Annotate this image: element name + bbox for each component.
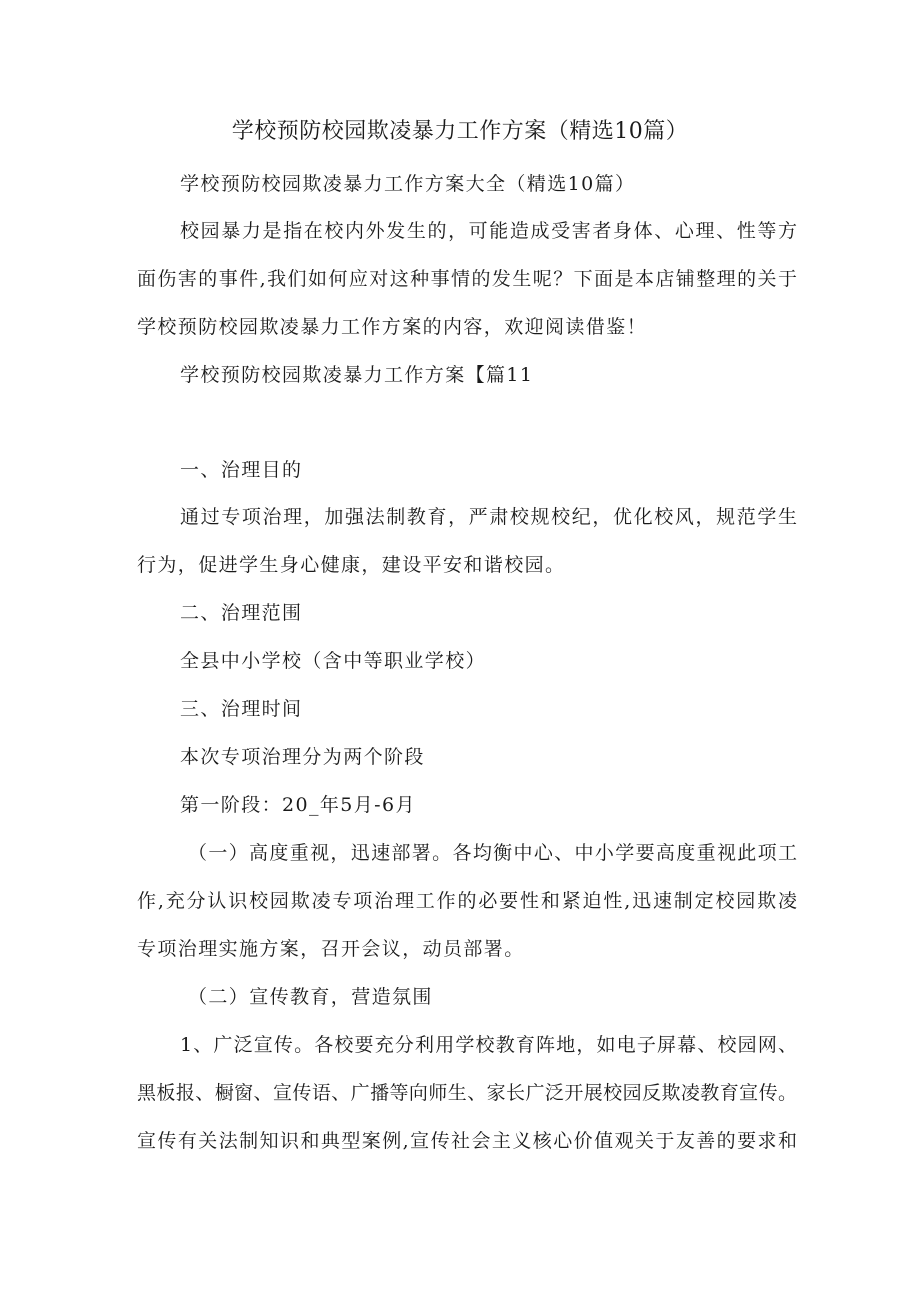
publicity-paragraph-line-1: 1、广泛宣传。各校要充分利用学校教育阵地，如电子屏幕、校园网、 xyxy=(180,1034,797,1056)
phase-one-text: 第一阶段：20_年5月-6月 xyxy=(180,794,416,816)
heading-governance-time: 三、治理时间 xyxy=(180,698,303,720)
item-one-paragraph-line-1: （一）高度重视，迅速部署。各均衡中心、中小学要高度重视此项工 xyxy=(188,842,797,864)
time-text: 本次专项治理分为两个阶段 xyxy=(180,746,425,768)
publicity-paragraph-line-2: 黑板报、橱窗、宣传语、广播等向师生、家长广泛开展校园反欺凌教育宣传。 xyxy=(137,1082,797,1104)
heading-governance-scope: 二、治理范围 xyxy=(180,602,303,624)
purpose-paragraph-line-1: 通过专项治理，加强法制教育，严肃校规校纪，优化校风，规范学生 xyxy=(180,506,797,528)
item-one-paragraph-line-2: 作,充分认识校园欺凌专项治理工作的必要性和紧迫性,迅速制定校园欺凌 xyxy=(137,890,797,912)
subtitle-line: 学校预防校园欺凌暴力工作方案大全（精选10篇） xyxy=(180,173,636,195)
purpose-paragraph-line-2: 行为，促进学生身心健康，建设平安和谐校园。 xyxy=(137,554,566,576)
document-title: 学校预防校园欺凌暴力工作方案（精选10篇） xyxy=(231,119,689,144)
section-heading-chapter-1: 学校预防校园欺凌暴力工作方案【篇11 xyxy=(180,364,534,386)
item-two-heading: （二）宣传教育，营造氛围 xyxy=(188,986,433,1008)
heading-governance-purpose: 一、治理目的 xyxy=(180,459,303,481)
intro-paragraph-line-1: 校园暴力是指在校内外发生的，可能造成受害者身体、心理、性等方 xyxy=(180,220,797,242)
publicity-paragraph-line-3: 宣传有关法制知识和典型案例,宣传社会主义核心价值观关于友善的要求和 xyxy=(137,1130,797,1152)
item-one-paragraph-line-3: 专项治理实施方案，召开会议，动员部署。 xyxy=(137,938,525,960)
intro-paragraph-line-3: 学校预防校园欺凌暴力工作方案的内容，欢迎阅读借鉴！ xyxy=(137,316,648,338)
intro-paragraph-line-2: 面伤害的事件,我们如何应对这种事情的发生呢？下面是本店铺整理的关于 xyxy=(137,268,797,290)
scope-text: 全县中小学校（含中等职业学校） xyxy=(180,650,487,672)
